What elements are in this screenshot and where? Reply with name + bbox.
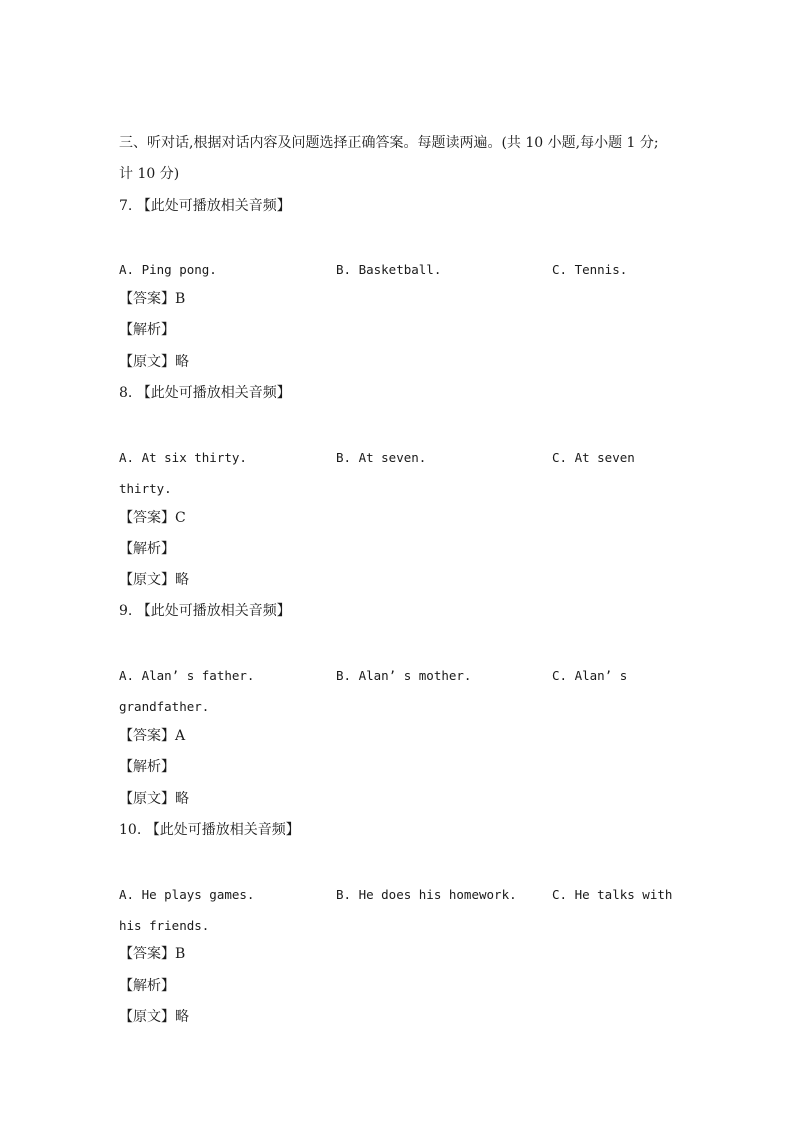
question-title: 9. 【此处可播放相关音频】 <box>119 603 291 619</box>
option-c: C. At seven <box>552 450 635 465</box>
section-heading-line2: 计 10 分) <box>119 166 180 182</box>
option-c: C. He talks with <box>552 887 673 902</box>
original-label: 【原文】略 <box>119 1009 189 1025</box>
option-b: B. At seven. <box>336 450 427 465</box>
answer-label: 【答案】A <box>119 728 186 744</box>
section-heading-line1: 三、听对话,根据对话内容及问题选择正确答案。每题读两遍。(共 10 小题,每小题 1 分; <box>119 135 659 151</box>
option-c: C. Alan’ s <box>552 668 628 683</box>
option-a: A. Ping pong. <box>119 262 217 277</box>
analysis-label: 【解析】 <box>119 759 175 775</box>
original-label: 【原文】略 <box>119 791 189 807</box>
option-b: B. Alan’ s mother. <box>336 668 472 683</box>
original-label: 【原文】略 <box>119 572 189 588</box>
analysis-label: 【解析】 <box>119 978 175 994</box>
original-label: 【原文】略 <box>119 354 189 370</box>
option-c: C. Tennis. <box>552 262 628 277</box>
answer-label: 【答案】C <box>119 510 186 526</box>
option-c-wrap: his friends. <box>119 918 210 933</box>
option-c-wrap: grandfather. <box>119 699 210 714</box>
analysis-label: 【解析】 <box>119 322 175 338</box>
option-c-wrap: thirty. <box>119 481 172 496</box>
option-a: A. At six thirty. <box>119 450 247 465</box>
question-title: 8. 【此处可播放相关音频】 <box>119 385 291 401</box>
option-a: A. He plays games. <box>119 887 255 902</box>
option-b: B. Basketball. <box>336 262 442 277</box>
answer-label: 【答案】B <box>119 291 186 307</box>
question-title: 10. 【此处可播放相关音频】 <box>119 822 300 838</box>
question-title: 7. 【此处可播放相关音频】 <box>119 198 291 214</box>
analysis-label: 【解析】 <box>119 541 175 557</box>
option-b: B. He does his homework. <box>336 887 517 902</box>
option-a: A. Alan’ s father. <box>119 668 255 683</box>
answer-label: 【答案】B <box>119 946 186 962</box>
